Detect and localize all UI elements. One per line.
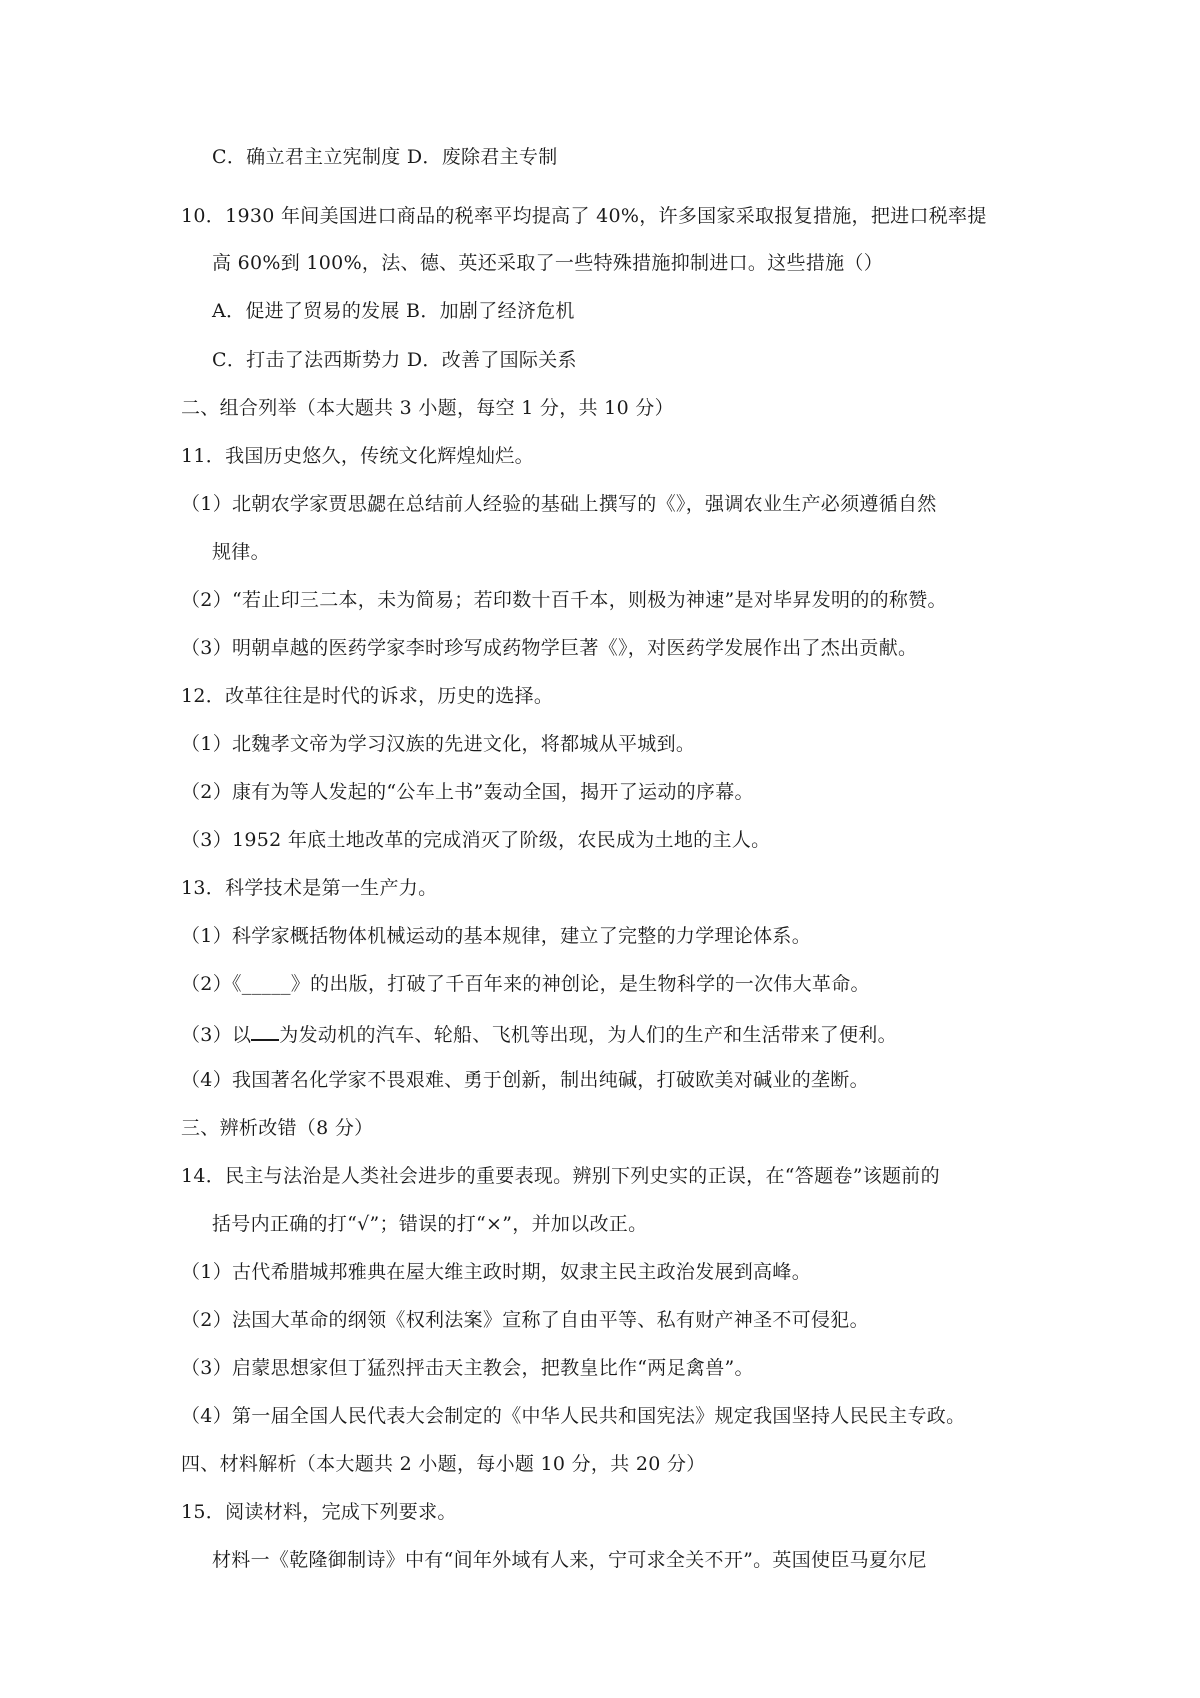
answer-blank bbox=[251, 1019, 279, 1041]
question-14-part-2: （2）法国大革命的纲领《权利法案》宣称了自由平等、私有财产神圣不可侵犯。 bbox=[181, 1309, 869, 1331]
question-14-part-1: （1）古代希腊城邦雅典在屋大维主政时期，奴隶主民主政治发展到高峰。 bbox=[181, 1261, 811, 1283]
question-13-part-4: （4）我国著名化学家不畏艰难、勇于创新，制出纯碱，打破欧美对碱业的垄断。 bbox=[181, 1069, 869, 1091]
question-13-part-2: （2）《_____》的出版，打破了千百年来的神创论，是生物科学的一次伟大革命。 bbox=[181, 973, 870, 995]
question-10-continued: 高 60%到 100%，法、德、英还采取了一些特殊措施抑制进口。这些措施（） bbox=[212, 252, 884, 274]
question-14: 14．民主与法治是人类社会进步的重要表现。辨别下列史实的正误，在“答题卷”该题前的 bbox=[181, 1165, 940, 1187]
option-line-10-ab: A．促进了贸易的发展 B．加剧了经济危机 bbox=[212, 300, 575, 322]
section-heading-4: 四、材料解析（本大题共 2 小题，每小题 10 分，共 20 分） bbox=[181, 1453, 706, 1475]
question-10: 10．1930 年间美国进口商品的税率平均提高了 40%，许多国家采取报复措施，把进口税率提 bbox=[181, 205, 987, 227]
question-11-part-3: （3）明朝卓越的医药学家李时珍写成药物学巨著《》，对医药学发展作出了杰出贡献。 bbox=[181, 637, 918, 659]
question-14-continued: 括号内正确的打“√”；错误的打“×”，并加以改正。 bbox=[212, 1213, 648, 1235]
question-11: 11．我国历史悠久，传统文化辉煌灿烂。 bbox=[181, 445, 534, 467]
question-13-part-3-before: （3）以 bbox=[181, 1024, 252, 1046]
section-heading-2: 二、组合列举（本大题共 3 小题，每空 1 分，共 10 分） bbox=[181, 397, 674, 419]
question-13-part-3-after: 为发动机的汽车、轮船、飞机等出现，为人们的生产和生活带来了便利。 bbox=[279, 1024, 897, 1046]
question-15: 15．阅读材料，完成下列要求。 bbox=[181, 1501, 457, 1523]
section-heading-3: 三、辨析改错（8 分） bbox=[181, 1117, 374, 1139]
question-13: 13．科学技术是第一生产力。 bbox=[181, 877, 438, 899]
question-12-part-1: （1）北魏孝文帝为学习汉族的先进文化，将都城从平城到。 bbox=[181, 733, 696, 755]
question-14-part-4: （4）第一届全国人民代表大会制定的《中华人民共和国宪法》规定我国坚持人民民主专政。 bbox=[181, 1405, 966, 1427]
question-12: 12．改革往往是时代的诉求，历史的选择。 bbox=[181, 685, 554, 707]
option-line-10-cd: C．打击了法西斯势力 D．改善了国际关系 bbox=[212, 349, 577, 371]
question-13-part-3 bbox=[181, 1019, 897, 1048]
material-1: 材料一《乾隆御制诗》中有“间年外域有人来，宁可求全关不开”。英国使臣马夏尔尼 bbox=[212, 1549, 927, 1571]
question-12-part-2: （2）康有为等人发起的“公车上书”轰动全国，揭开了运动的序幕。 bbox=[181, 781, 754, 803]
question-12-part-3: （3）1952 年底土地改革的完成消灭了阶级，农民成为土地的主人。 bbox=[181, 829, 771, 851]
question-13-part-1: （1）科学家概括物体机械运动的基本规律，建立了完整的力学理论体系。 bbox=[181, 925, 811, 947]
option-line-9-cd: C．确立君主立宪制度 D．废除君主专制 bbox=[212, 146, 558, 168]
question-11-part-1: （1）北朝农学家贾思勰在总结前人经验的基础上撰写的《》，强调农业生产必须遵循自然 bbox=[181, 493, 937, 515]
question-11-part-1-continued: 规律。 bbox=[212, 541, 270, 563]
question-11-part-2: （2）“若止印三二本，未为简易；若印数十百千本，则极为神速”是对毕昇发明的的称赞。 bbox=[181, 589, 947, 611]
question-14-part-3: （3）启蒙思想家但丁猛烈抨击天主教会，把教皇比作“两足禽兽”。 bbox=[181, 1357, 754, 1379]
